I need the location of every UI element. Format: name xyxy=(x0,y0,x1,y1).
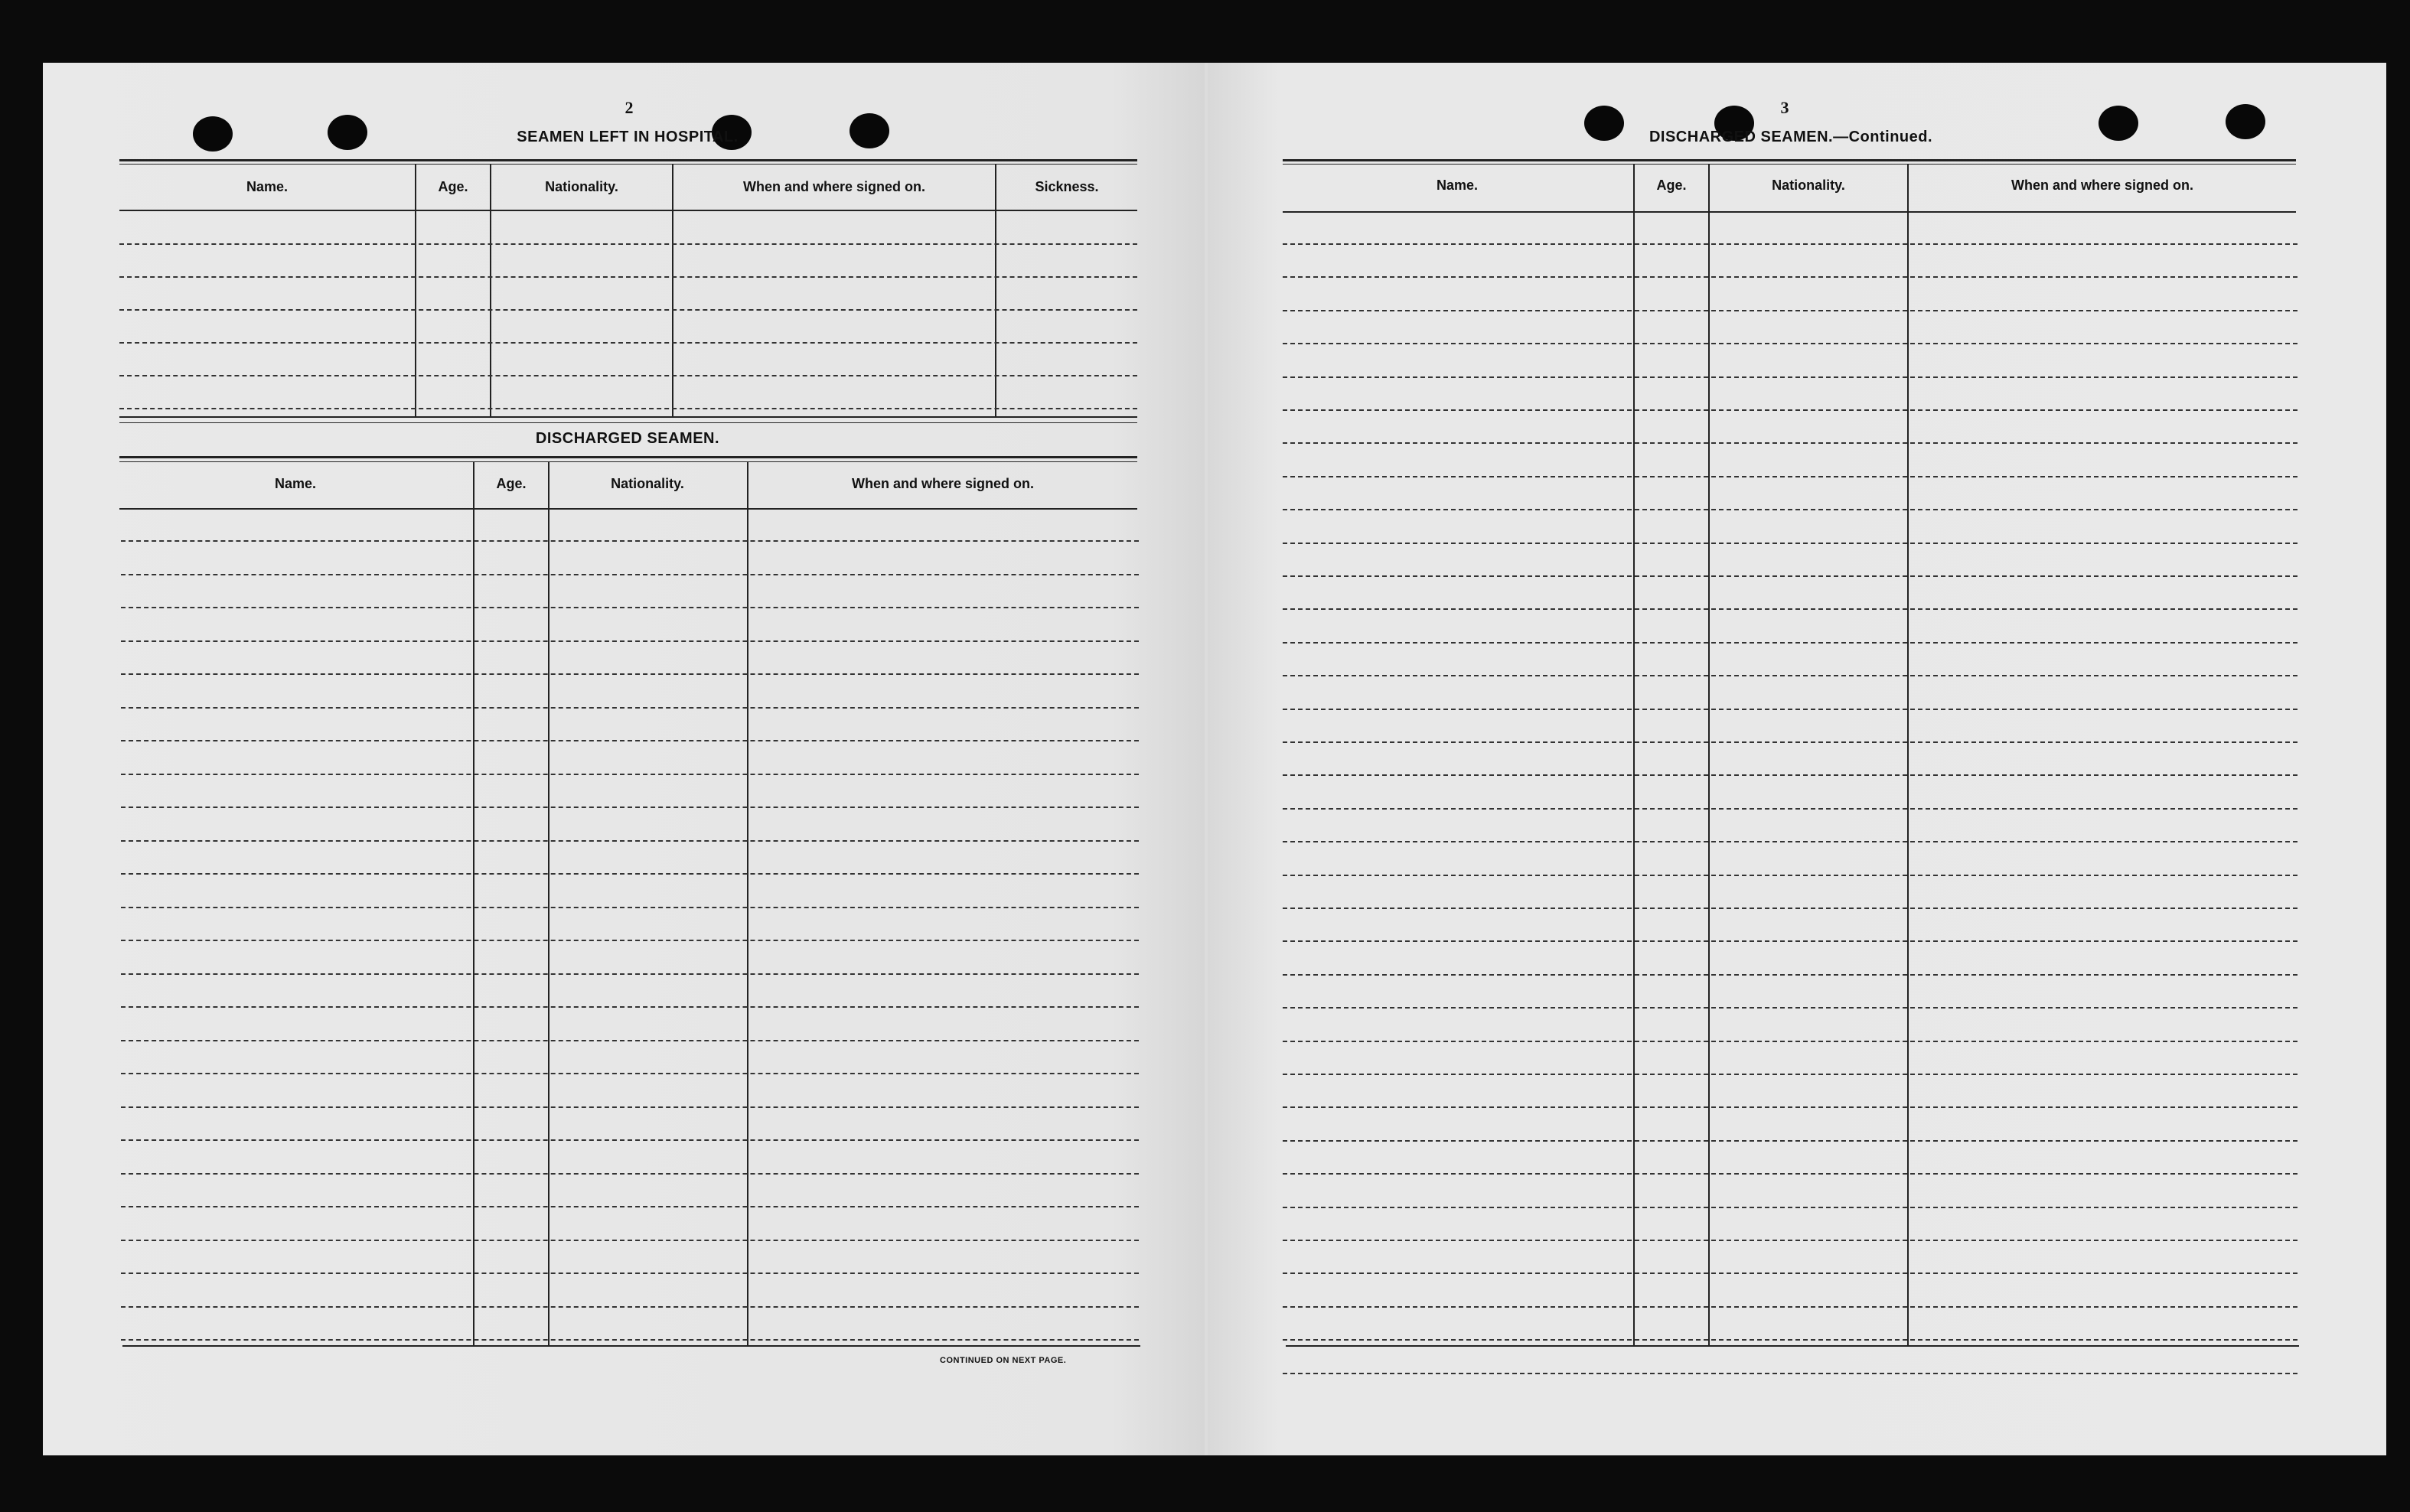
continued-col-signed-on: When and where signed on. xyxy=(2011,178,2194,193)
continued-divider xyxy=(1633,164,1635,1347)
continued-top-rule xyxy=(1283,159,2296,161)
hospital-col-nationality: Nationality. xyxy=(545,179,618,194)
table-row xyxy=(121,1006,1139,1008)
table-row xyxy=(1283,543,2297,544)
table-row xyxy=(1283,709,2297,710)
punch-hole xyxy=(328,115,367,150)
table-row xyxy=(121,1272,1139,1274)
table-row xyxy=(121,673,1139,675)
table-row xyxy=(121,840,1139,842)
table-row xyxy=(1283,808,2297,810)
table-row xyxy=(121,540,1139,542)
table-row xyxy=(1283,509,2297,510)
table-row xyxy=(1283,1373,2297,1374)
table-row xyxy=(121,873,1139,875)
table-row xyxy=(1283,675,2297,676)
table-row xyxy=(121,574,1139,575)
table-row xyxy=(1283,774,2297,776)
hospital-top-rule-thin xyxy=(119,164,1137,165)
table-row xyxy=(1283,310,2297,311)
table-row xyxy=(1283,875,2297,876)
table-row xyxy=(121,1073,1139,1074)
table-row xyxy=(1283,1007,2297,1009)
discharged-divider xyxy=(473,462,474,1347)
table-row xyxy=(121,940,1139,941)
table-row xyxy=(121,1139,1139,1141)
hospital-col-signed-on: When and where signed on. xyxy=(742,179,926,194)
table-row xyxy=(1283,1173,2297,1175)
continued-top-rule-thin xyxy=(1283,164,2296,165)
table-row xyxy=(121,1339,1139,1341)
hospital-section-title: SEAMEN LEFT IN HOSPITAL. xyxy=(517,129,739,145)
hospital-divider xyxy=(490,164,491,418)
table-row xyxy=(119,375,1137,376)
hospital-col-sickness: Sickness. xyxy=(1035,179,1099,194)
discharged-col-age: Age. xyxy=(496,476,527,491)
hospital-header-rule xyxy=(119,210,1137,211)
continued-divider xyxy=(1907,164,1909,1347)
continued-col-age: Age. xyxy=(1656,178,1687,193)
punch-hole xyxy=(850,113,889,148)
hospital-divider xyxy=(415,164,416,418)
table-row xyxy=(1283,974,2297,976)
table-row xyxy=(119,276,1137,278)
table-row xyxy=(121,807,1139,808)
punch-hole xyxy=(2099,106,2138,141)
table-row xyxy=(121,607,1139,608)
page-number-left: 2 xyxy=(625,98,634,117)
hospital-bottom-rule xyxy=(119,416,1137,418)
table-row xyxy=(1283,575,2297,577)
table-row xyxy=(1283,940,2297,942)
table-row xyxy=(1283,1207,2297,1208)
table-row xyxy=(121,1240,1139,1241)
table-row xyxy=(121,1173,1139,1175)
punch-hole xyxy=(193,116,233,152)
continued-col-nationality: Nationality. xyxy=(1772,178,1845,193)
discharged-top-rule-thin xyxy=(119,461,1137,462)
table-row xyxy=(1283,1339,2297,1341)
table-row xyxy=(1283,442,2297,444)
hospital-col-age: Age. xyxy=(438,179,468,194)
table-row xyxy=(1283,1074,2297,1075)
discharged-col-name: Name. xyxy=(274,476,317,491)
table-row xyxy=(1283,409,2297,411)
table-row xyxy=(121,707,1139,709)
discharged-bottom-rule xyxy=(122,1345,1140,1347)
table-row xyxy=(119,243,1137,245)
table-row xyxy=(121,1206,1139,1207)
table-row xyxy=(121,740,1139,741)
discharged-top-rule xyxy=(119,456,1137,458)
table-row xyxy=(1283,276,2297,278)
table-row xyxy=(1283,243,2297,245)
table-row xyxy=(119,309,1137,311)
right-page xyxy=(1208,63,2386,1455)
table-row xyxy=(1283,1272,2297,1274)
left-page xyxy=(43,63,1205,1455)
hospital-col-name: Name. xyxy=(246,179,289,194)
table-row xyxy=(121,774,1139,775)
table-row xyxy=(1283,476,2297,477)
discharged-header-rule xyxy=(119,508,1137,510)
hospital-divider xyxy=(672,164,673,418)
table-row xyxy=(1283,1240,2297,1241)
page-number-right: 3 xyxy=(1780,98,1789,117)
table-row xyxy=(1283,608,2297,610)
table-row xyxy=(1283,376,2297,378)
hospital-bottom-rule-thin xyxy=(119,422,1137,423)
table-row xyxy=(1283,741,2297,743)
discharged-col-signed-on: When and where signed on. xyxy=(851,476,1035,491)
continued-bottom-rule xyxy=(1286,1345,2299,1347)
discharged-col-nationality: Nationality. xyxy=(611,476,684,491)
table-row xyxy=(1283,1041,2297,1042)
discharged-divider xyxy=(548,462,550,1347)
table-row xyxy=(121,640,1139,642)
table-row xyxy=(1283,1140,2297,1142)
continued-note: CONTINUED ON NEXT PAGE. xyxy=(940,1356,1067,1365)
table-row xyxy=(121,973,1139,975)
discharged-divider xyxy=(747,462,748,1347)
table-row xyxy=(119,408,1137,409)
table-row xyxy=(1283,343,2297,344)
punch-hole xyxy=(2226,104,2265,139)
continued-header-rule xyxy=(1283,211,2296,213)
continued-col-name: Name. xyxy=(1436,178,1479,193)
table-row xyxy=(121,1106,1139,1108)
table-row xyxy=(121,1040,1139,1041)
continued-divider xyxy=(1708,164,1710,1347)
table-row xyxy=(121,907,1139,908)
table-row xyxy=(121,1306,1139,1308)
table-row xyxy=(1283,841,2297,842)
hospital-top-rule xyxy=(119,159,1137,161)
table-row xyxy=(119,342,1137,344)
table-row xyxy=(1283,642,2297,644)
hospital-divider xyxy=(995,164,996,418)
table-row xyxy=(1283,1306,2297,1308)
table-row xyxy=(1283,908,2297,909)
discharged-section-title: DISCHARGED SEAMEN. xyxy=(535,430,720,447)
table-row xyxy=(1283,1106,2297,1108)
discharged-continued-title: DISCHARGED SEAMEN.—Continued. xyxy=(1649,129,1933,145)
